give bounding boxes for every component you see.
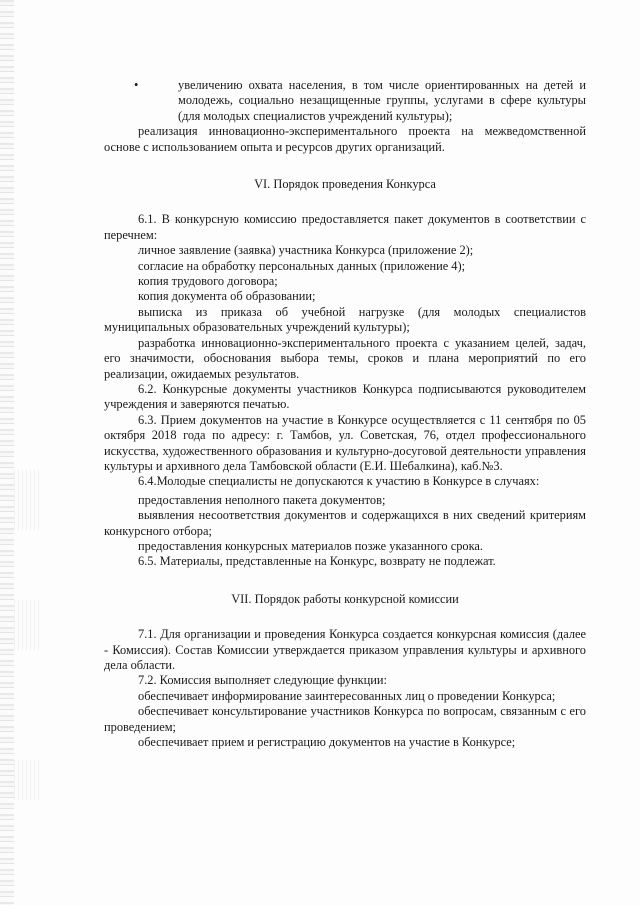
bullet-text: увеличению охвата населения, в том числе ориентированных на детей и молодежь, социально незащищенные группы, услугами в сфере культуры (для молодых специалистов учреждений культуры);	[178, 78, 586, 123]
paragraph-6-2: 6.2. Конкурсные документы участников Конкурса подписываются руководителем учреждения и заверяются печатью.	[104, 381, 586, 412]
bullet-paragraph	[104, 78, 586, 124]
case-item: предоставления неполного пакета документов;	[138, 492, 386, 507]
innovation-paragraph: реализация инновационно-экспериментального проекта на межведомственной основе с использованием опыта и ресурсов других организаций.	[104, 124, 586, 154]
scan-speckle	[14, 760, 40, 800]
list-item: выписка из приказа об учебной нагрузке (для молодых специалистов муниципальных образовательных учреждений культуры);	[104, 304, 586, 335]
section-7-heading: VII. Порядок работы конкурсной комиссии	[231, 591, 459, 606]
function-item: обеспечивает прием и регистрацию документов на участие в Конкурсе;	[138, 735, 516, 750]
list-item: личное заявление (заявка) участника Конкурса (приложение 2);	[138, 243, 474, 258]
list-item: согласие на обработку персональных данных (приложение 4);	[138, 258, 466, 273]
list-item: разработка инновационно-экспериментального проекта с указанием целей, задач, его значимости, обоснования выбора темы, сроков и плана мероприятий по его реализации, ожидаемых результатов.	[104, 335, 586, 381]
scan-speckle	[14, 470, 40, 530]
bullet-icon: •	[134, 78, 139, 92]
scan-edge	[0, 0, 14, 905]
paragraph-7-2: 7.2. Комиссия выполняет следующие функции:	[138, 673, 387, 688]
list-item: копия трудового договора;	[138, 274, 278, 289]
paragraph-6-4: 6.4.Молодые специалисты не допускаются к участию в Конкурсе в случаях:	[138, 474, 540, 489]
paragraph-6-5: 6.5. Материалы, представленные на Конкурс, возврату не подлежат.	[138, 554, 496, 569]
paragraph-6-3: 6.3. Прием документов на участие в Конкурсе осуществляется с 11 сентября по 05 октября 2018 года по адресу: г. Тамбов, ул. Советская, 76, отдел профессионального искусства, художественного образования и культурно-досуговой деятельности управления культуры и архивного дела Тамбовской области (Е.И. Шебалкина), каб.№3.	[104, 412, 586, 473]
case-item: выявления несоответствия документов и содержащихся в них сведений критериям конкурсного отбора;	[104, 508, 586, 538]
document-body	[104, 78, 586, 750]
list-item: копия документа об образовании;	[138, 289, 316, 304]
case-item: предоставления конкурсных материалов позже указанного срока.	[138, 538, 484, 553]
function-item: обеспечивает консультирование участников Конкурса по вопросам, связанным с его проведением;	[104, 704, 586, 734]
scan-speckle	[14, 600, 40, 650]
section-6-heading: VI. Порядок проведения Конкурса	[254, 177, 436, 192]
paragraph-6-1: 6.1. В конкурсную комиссию предоставляется пакет документов в соответствии с перечнем:	[104, 212, 586, 242]
function-item: обеспечивает информирование заинтересованных лиц о проведении Конкурса;	[138, 688, 556, 703]
paragraph-7-1: 7.1. Для организации и проведения Конкурса создается конкурсная комиссия (далее - Комиссия). Состав Комиссии утверждается приказом управления культуры и архивного дела области.	[104, 627, 586, 672]
